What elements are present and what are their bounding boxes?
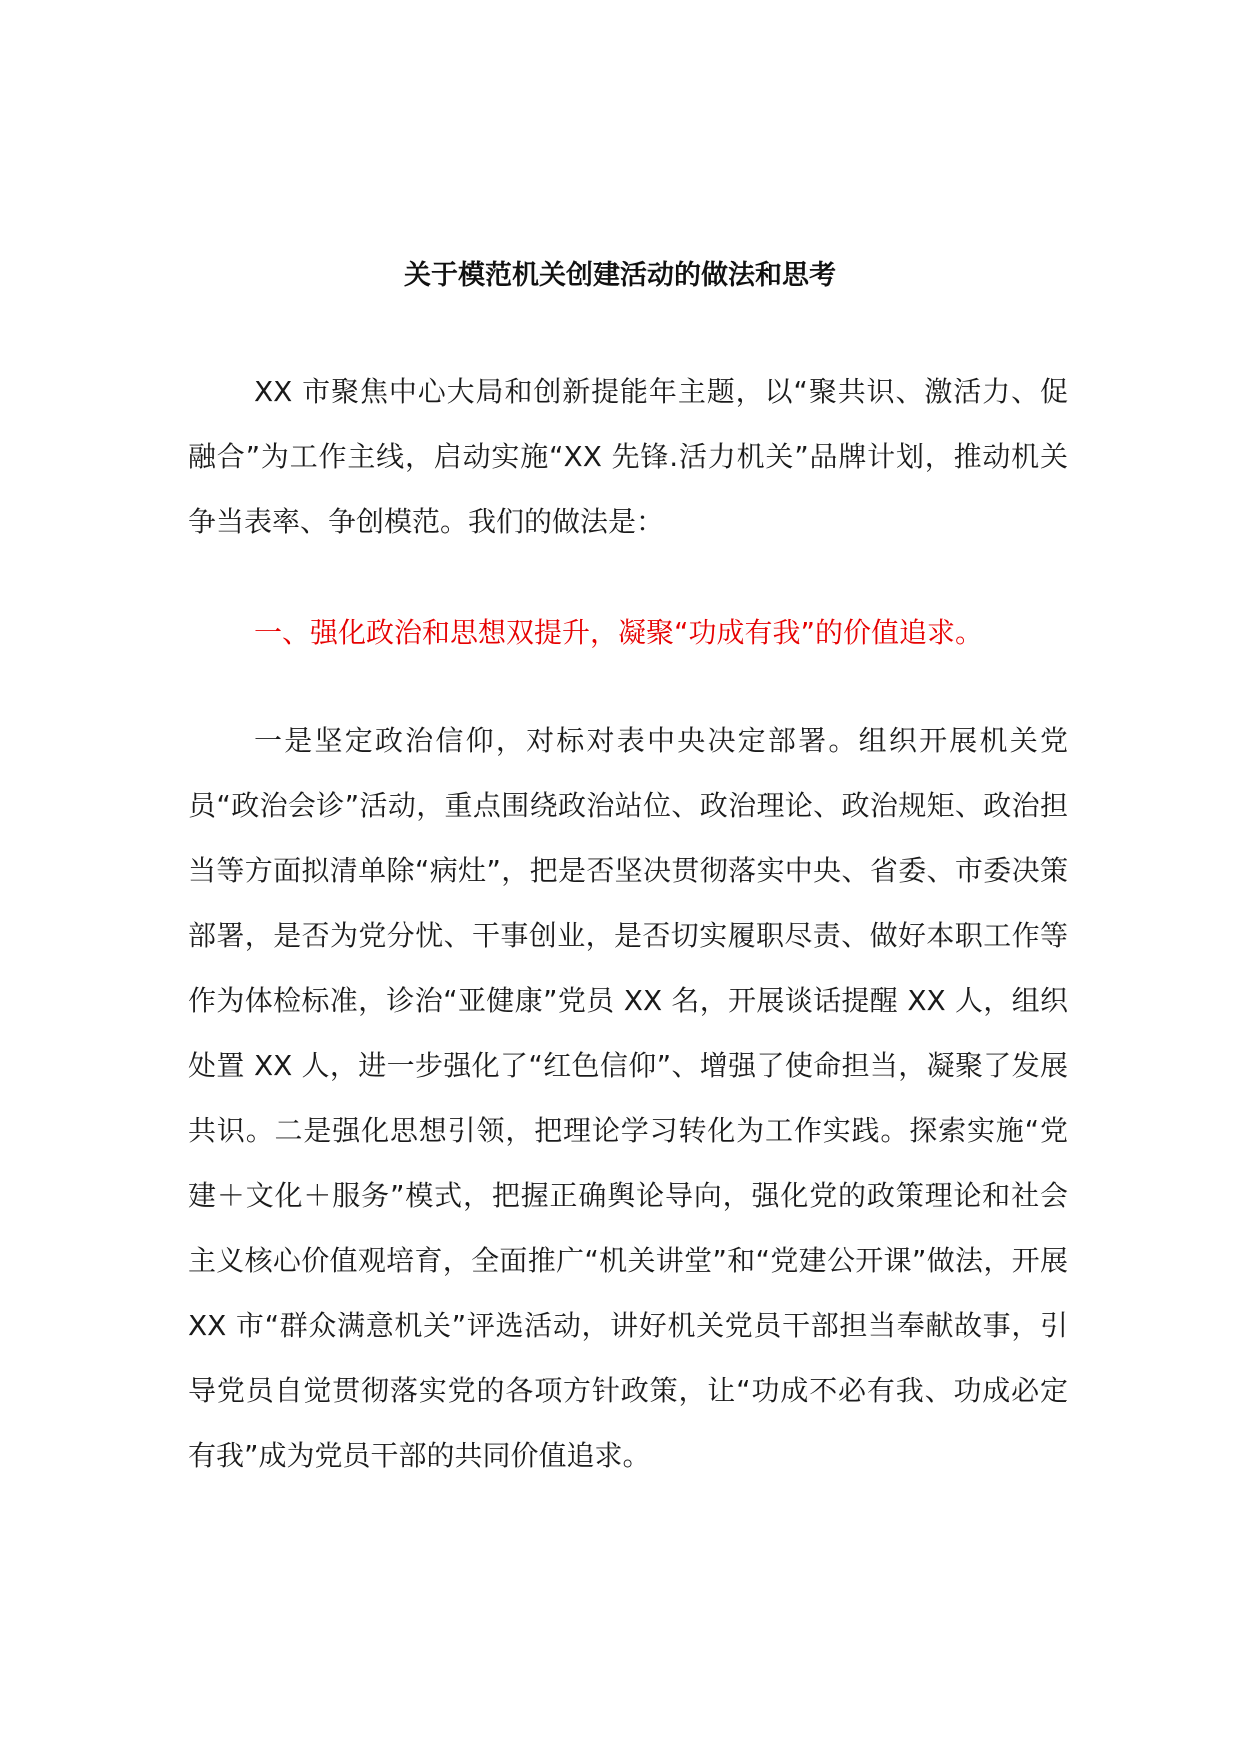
intro-paragraph: XX 市聚焦中心大局和创新提能年主题，以“聚共识、激活力、促融合”为工作主线，启动实施“XX 先锋.活力机关”品牌计划，推动机关争当表率、争创模范。我们的做法是： bbox=[188, 375, 1068, 538]
document-title: 关于模范机关创建活动的做法和思考 bbox=[404, 260, 836, 291]
body-paragraph: 一是坚定政治信仰，对标对表中央决定部署。组织开展机关党员“政治会诊”活动，重点围绕政治站位、政治理论、政治规矩、政治担当等方面拟清单除“病灶”，把是否坚决贯彻落实中央、省委、市委决策部署，是否为党分忧、干事创业，是否切实履职尽责、做好本职工作等作为体检标准，诊治“亚健康”党员 XX 名，开展谈话提醒 XX 人，组织处置 XX 人，进一步强化了“红色信仰”、增强了使命担当，凝聚了发展共识。二是强化思想引领，把理论学习转化为工作实践。探索实施“党建＋文化＋服务”模式，把握正确舆论导向，强化党的政策理论和社会主义核心价值观培育，全面推广“机关讲堂”和“党建公开课”做法，开展 XX 市“群众满意机关”评选活动，讲好机关党员干部担当奉献故事，引导党员自觉贯彻落实党的各项方针政策，让“功成不必有我、功成必定有我”成为党员干部的共同价值追求。 bbox=[188, 724, 1068, 1472]
section-heading: 一、强化政治和思想双提升，凝聚“功成有我”的价值追求。 bbox=[254, 616, 984, 649]
